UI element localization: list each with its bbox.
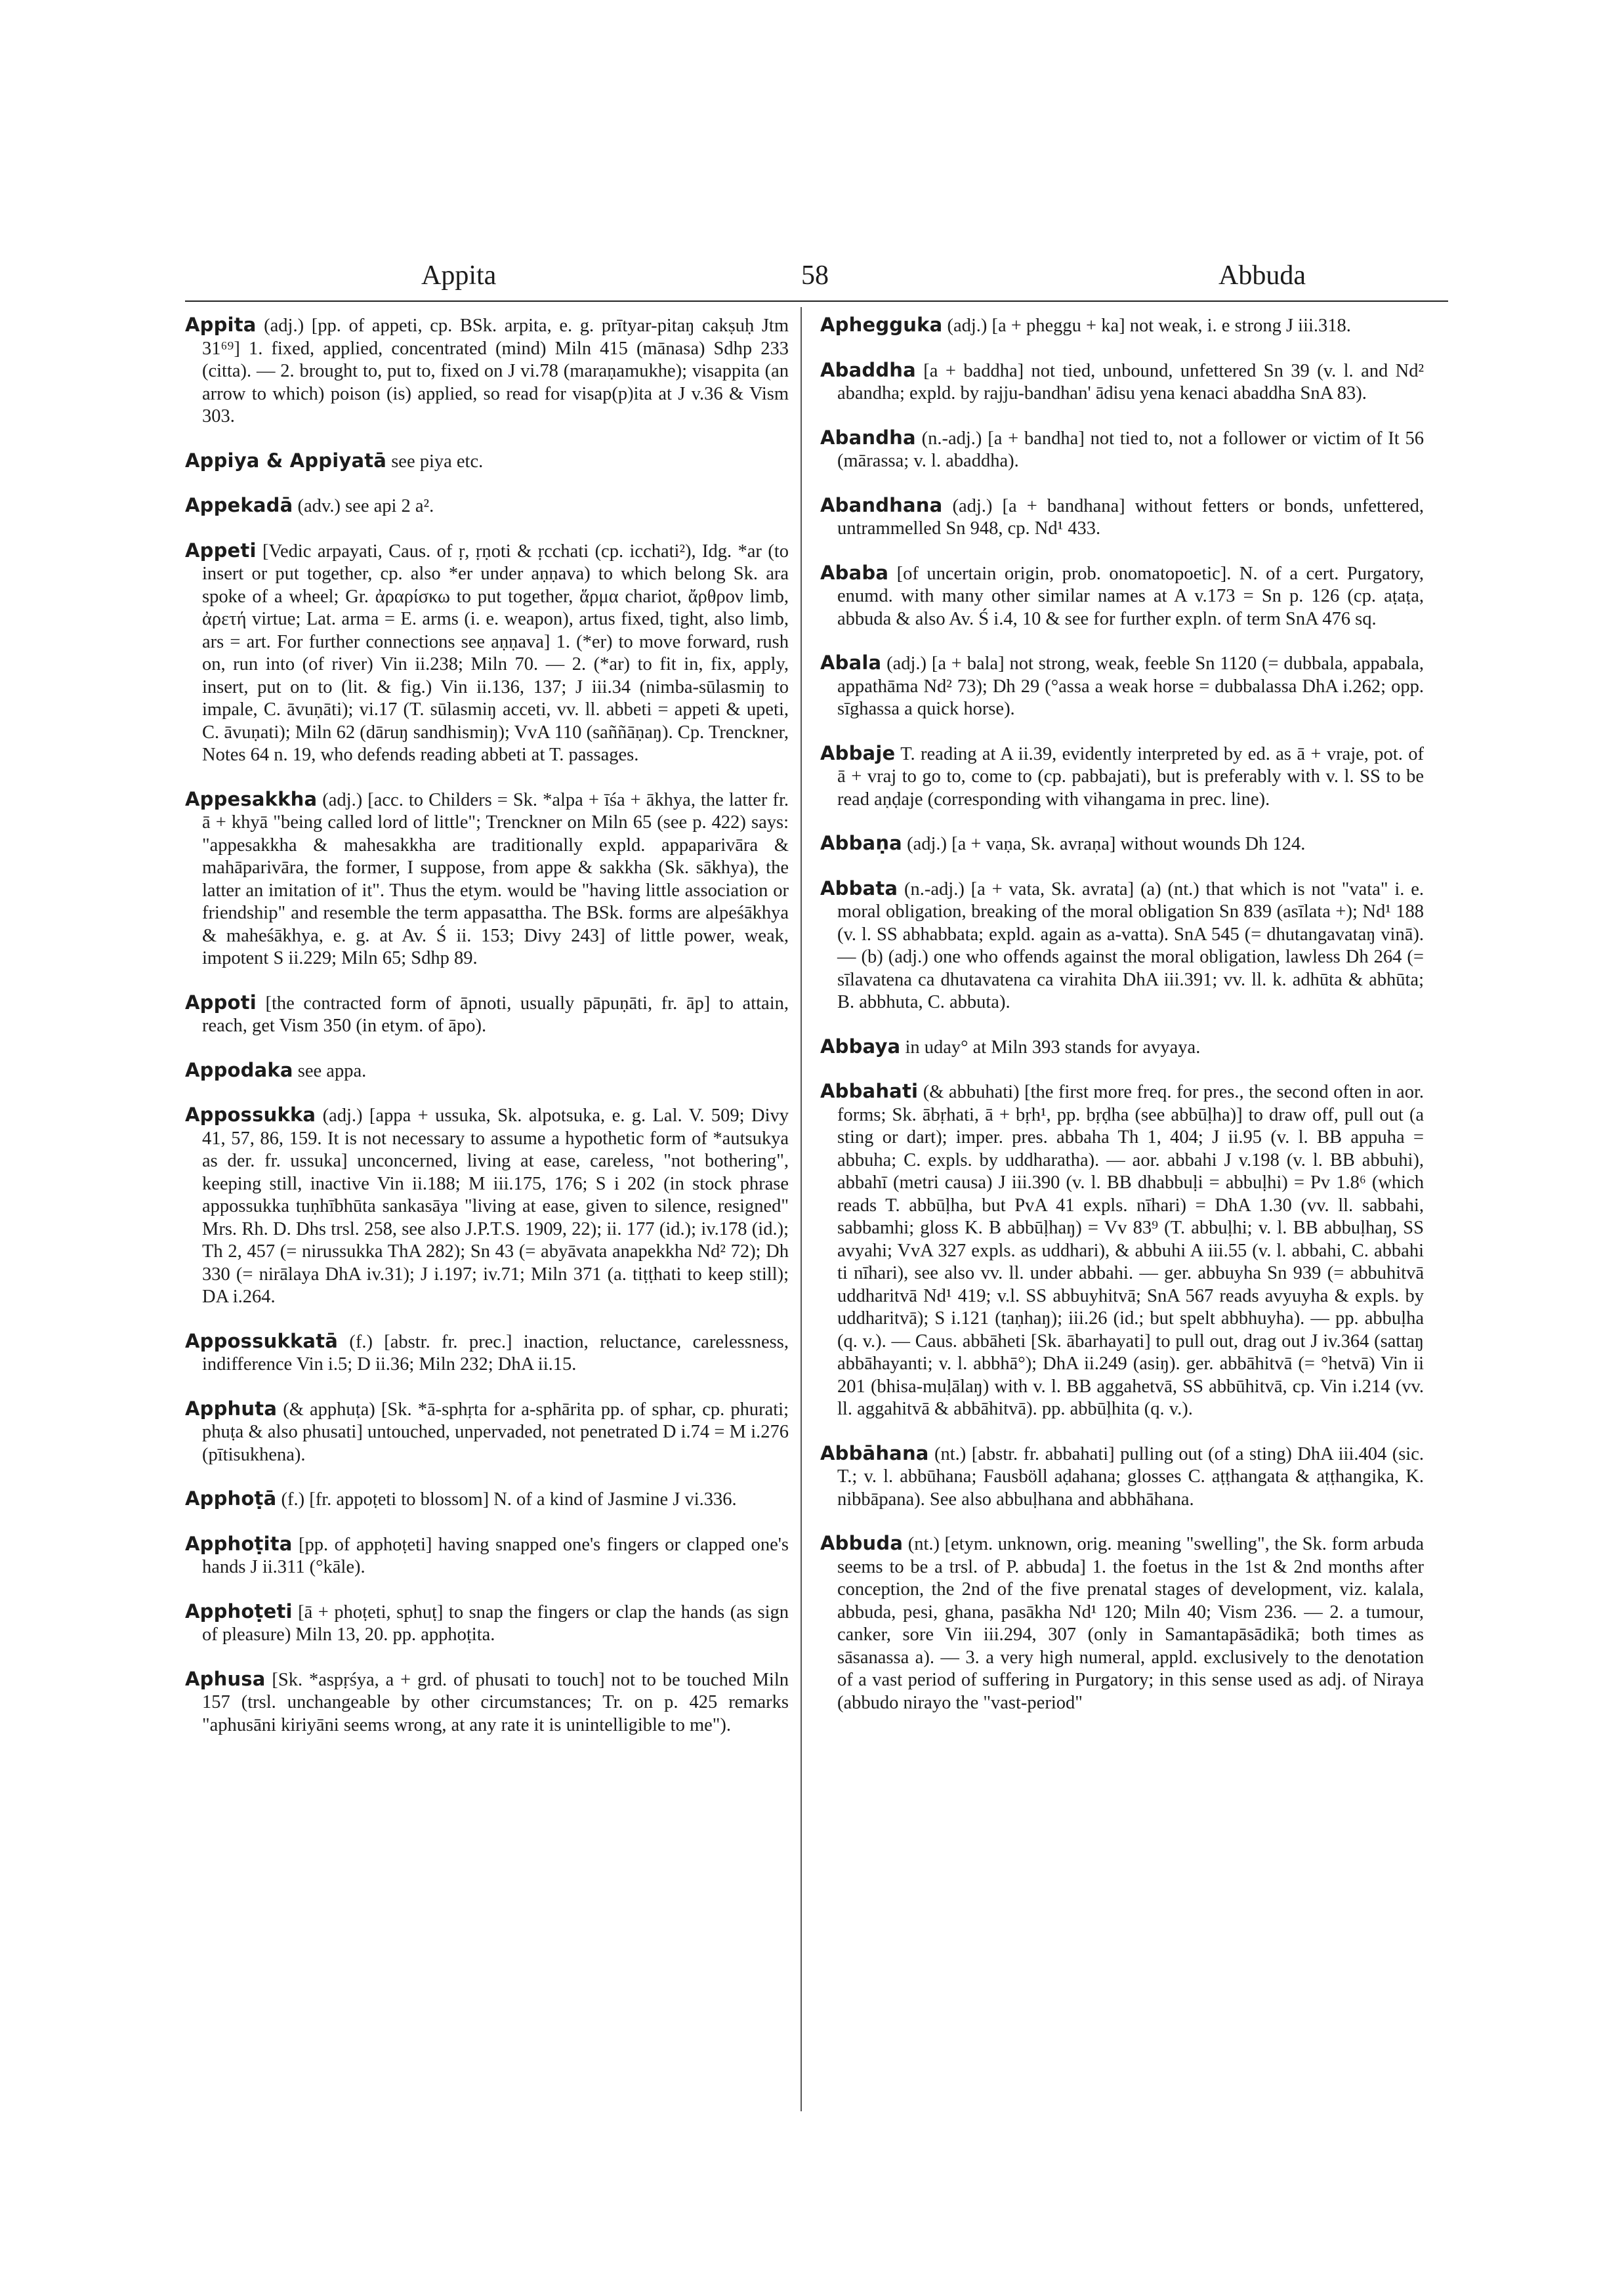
entry-definition: T. reading at A ii.39, evidently interpreted by ed. as ā + vraje, pot. of ā + vraj to go to, come to (cp. pabbajati), but is preferably with v. l. SS to be read aṇḍaje (corresponding with vihangama in prec. line). [837,743,1424,810]
entry-headword: Abbahati [820,1080,919,1102]
entry-definition: (nt.) [etym. unknown, orig. meaning "swelling", the Sk. form arbuda seems to be a trsl. of P. abbuda] 1. the foetus in the 1st & 2nd months after conception, the 2nd of the five prenatal stages of development, viz. kalala, abbuda, pesi, ghana, pasākha Nd¹ 120; Miln 40; Vism 236. — 2. a tumour, canker, sore Vin iii.294, 307 (only in Samantapāsādikā; both times as sāsanassa a). — 3. a very high numeral, appld. exclusively to the denotation of a vast period of suffering in Purgatory; in this sense used as adj. of Niraya (abbudo nirayo the "vast-period" [837,1534,1424,1713]
entry-definition: (adj.) [a + pheggu + ka] not weak, i. e strong J iii.318. [942,316,1351,336]
entry-definition: [Sk. *aspṛśya, a + grd. of phusati to touch] not to be touched Miln 157 (trsl. unchangeable by other circumstances; Tr. on p. 425 remarks "aphusāni kiriyāni seems wrong, at any rate it is unintelligible to me"). [202,1669,789,1735]
dictionary-entry [820,426,1424,473]
entry-headword: Aphegguka [820,314,943,336]
dictionary-entry [820,1532,1424,1714]
entry-definition: (& apphuṭa) [Sk. *ā-sphṛta for a-sphārita pp. of sphar, cp. phurati; phuṭa & also phusati] untouched, unpervaded, not penetrated D i.74 = M i.276 (pītisukhena). [202,1399,789,1465]
entry-definition: in uday° at Miln 393 stands for avyaya. [900,1037,1201,1058]
dictionary-entry [820,832,1424,856]
entry-definition: see piya etc. [386,451,484,472]
entry-definition: (adj.) [a + bala] not strong, weak, feeble Sn 1120 (= dubbala, appabala, appathāma Nd² 73); Dh 29 (°assa a weak horse = dubbalassa DhA i.262; opp. sīghassa a quick horse). [837,653,1424,719]
dictionary-entry [820,742,1424,812]
entry-definition: (adj.) [appa + ussuka, Sk. alpotsuka, e. g. Lal. V. 509; Divy 41, 57, 86, 159. It is not necessary to assume a hypothetic form of *autsukya as der. fr. ussuka] unconcerned, living at ease, careless, "not bothering", keeping still, inactive Vin ii.188; M iii.175, 176; S i 202 (in stock phrase appossukka tuṇhībhūta sankasāya "living at ease, given to silence, resigned" Mrs. Rh. D. Dhs trsl. 258, see also J.P.T.S. 1909, 22); ii. 177 (id.); iv.178 (id.); Th 2, 457 (= nirussukka ThA 282); Sn 43 (= abyāvata anapekkha Nd² 72); Dh 330 (= nirālaya DhA iv.31); J i.197; iv.71; Miln 371 (a. tiṭṭhati to keep still); DA i.264. [202,1106,789,1307]
dictionary-entry [820,877,1424,1014]
entry-headword: Ababa [820,561,889,584]
dictionary-entry [185,788,789,970]
header-rule [185,300,1448,302]
entry-definition: [a + baddha] not tied, unbound, unfettered Sn 39 (v. l. and Nd² abandha; expld. by rajju-bandhan' ādisu yena kenaci abaddha SnA 83). [837,360,1424,403]
entry-definition: (adj.) [a + bandhana] without fetters or bonds, unfettered, untrammelled Sn 948, cp. Nd¹ 433. [837,495,1424,539]
running-header [185,257,1445,299]
entry-headword: Apphoṭā [185,1487,277,1510]
dictionary-entry [185,494,789,518]
dictionary-entry [185,1330,789,1376]
dictionary-entry [820,494,1424,541]
dictionary-entry [185,991,789,1038]
left-column [185,314,789,1758]
entry-headword: Appeti [185,539,257,562]
entry-headword: Abbaya [820,1035,901,1058]
entry-headword: Abaddha [820,358,916,381]
entry-definition: [Vedic arpayati, Caus. of ṛ, ṛṇoti & ṛcchati (cp. icchati²), Idg. *ar (to insert or put together, cp. also *er under aṇṇava) to which belong Sk. ara spoke of a wheel; Gr. ἀραρίσκω to put together, ἅρμα chariot, ἄρθρον limb, ἀρετή virtue; Lat. arma = E. arms (i. e. weapon), artus fixed, tight, also limb, ars = art. For further connections see aṇṇava] 1. (*er) to move forward, rush on, run into (of river) Vin ii.238; Miln 70. — 2. (*ar) to fit in, fix, apply, insert, put on to (lit. & fig.) Vin ii.136, 137; J iii.34 (nimba-sūlasmiŋ to impale, C. āvuṇāti); vi.17 (T. sūlasmiŋ acceti, vv. ll. abbeti = appeti & upeti, C. āvuṇati); Miln 62 (dāruŋ sandhismiŋ); VvA 110 (saññāṇaŋ). Cp. Trenckner, Notes 64 n. 19, who defends reading abbeti at T. passages. [202,541,789,765]
dictionary-entry [820,1080,1424,1421]
entry-definition: [ā + phoṭeti, sphuṭ] to snap the fingers or clap the hands (as sign of pleasure) Miln 13, 20. pp. apphoṭita. [202,1602,789,1645]
dictionary-entry [820,1442,1424,1512]
entry-headword: Appossukka [185,1104,316,1126]
dictionary-entry [185,449,789,474]
entry-definition: (n.-adj.) [a + vata, Sk. avrata] (a) (nt.) that which is not "vata" i. e. moral obligation, breaking of the moral obligation Sn 839 (asīlata +); Nd¹ 188 (v. l. SS abhabbata; expld. again as a-vatta). SnA 545 (= dhutangavataŋ vinā). — (b) (adj.) one who offends against the moral obligation, lawless Dh 264 (= sīlavatena ca dhutavatena ca virahita DhA iii.391; vv. ll. k. adhūta & abhūta; B. abbhuta, C. abbuta). [837,879,1424,1012]
entry-headword: Apphoṭita [185,1532,293,1555]
entry-definition: (adj.) [pp. of appeti, cp. BSk. arpita, e. g. prītyar-pitaŋ cakṣuḥ Jtm 31⁶⁹] 1. fixed, applied, concentrated (mind) Miln 415 (mānasa) Sdhp 233 (citta). — 2. brought to, put to, fixed on J vi.78 (maraṇamukhe); visappita (an arrow to which) poison (is) applied, so read for visap(p)ita at J v.36 & Vism 303. [202,316,789,426]
entry-definition: (nt.) [abstr. fr. abbahati] pulling out (of a sting) DhA iii.404 (sic. T.; v. l. abbūhana; Fausböll aḍahana; glosses C. aṭṭhangata & aṭṭhangika, K. nibbāpana). See also abbuḷhana and abbhāhana. [837,1443,1424,1510]
dictionary-entry [820,359,1424,405]
dictionary-entry [820,1035,1424,1060]
entry-definition: see appa. [293,1060,367,1081]
dictionary-entry [185,539,789,767]
dictionary-entry [185,1059,789,1083]
entry-definition: (adj.) [acc. to Childers = Sk. *alpa + īśa + ākhya, the latter fr. ā + khyā "being called lord of little"; Trenckner on Miln 65 (see p. 422) says: "appesakkha & mahesakkha are traditionally expld. appaparivāra & mahāparivāra, the former, I suppose, from appe & sakkha (Sk. sākhya), the latter an imitation of it". Thus the etym. would be "having little association or friendship" and resemble the term appasattha. The BSk. forms are alpeśākhya & maheśākhya, e. g. at Av. Ś ii. 153; Divy 243] of little power, weak, impotent S ii.229; Miln 65; Sdhp 89. [202,789,789,968]
entry-headword: Apphuta [185,1397,278,1420]
header-right-word: Abbuda [1218,260,1306,291]
dictionary-entry [820,562,1424,631]
entry-definition: [the contracted form of āpnoti, usually pāpuṇāti, fr. āp] to attain, reach, get Vism 350 (in etym. of āpo). [202,993,789,1036]
entry-headword: Appekadā [185,494,293,516]
entry-definition: (adj.) [a + vaṇa, Sk. avraṇa] without wounds Dh 124. [902,834,1306,854]
entry-definition: (n.-adj.) [a + bandha] not tied to, not a follower or victim of It 56 (mārassa; v. l. abaddha). [837,428,1424,471]
dictionary-entry [185,1600,789,1647]
entry-headword: Appossukkatā [185,1329,339,1352]
entry-definition: (f.) [fr. appoṭeti to blossom] N. of a kind of Jasmine J vi.336. [276,1489,737,1510]
entry-definition: [of uncertain origin, prob. onomatopoetic]. N. of a cert. Purgatory, enumd. with many other similar names at A v.173 = Sn p. 126 (cp. aṭaṭa, abbuda & also Av. Ś i.4, 10 & see for further expln. of term SnA 476 sq. [837,563,1424,629]
dictionary-entry [185,1397,789,1467]
entry-headword: Aphusa [185,1667,266,1690]
entry-headword: Appoti [185,991,257,1014]
entry-headword: Abandhana [820,493,943,516]
entry-headword: Appiya & Appiyatā [185,449,387,472]
entry-headword: Appesakkha [185,787,318,810]
entry-definition: (& abbuhati) [the first more freq. for pres., the second often in aor. forms; Sk. ābṛhati, ā + bṛh¹, pp. bṛḍha (see abbūḷha)] to draw off, pull out (a sting or dart); imper. pres. abbaha Th 1, 404; J ii.95 (v. l. BB appuha = abbuha; C. expls. by uddharatha). — aor. abbahi J v.198 (v. l. BB abbuhi), abbahī (metri causa) J iii.390 (v. l. BB dhabbuḷi = abbuḷhi) = Pv 1.8⁶ (which reads T. abbūḷha, but PvA 41 expls. nīhari) = DhA 1.30 (vv. ll. sabbahi, sabbamhi; gloss K. B abbūḷhaŋ) = Vv 83⁹ (T. abbuḷhi; v. l. BB abbuḷhaŋ, SS avyahi; VvA 327 expls. as uddhari), & abbuhi A iii.55 (v. l. abbahi, C. abbahi ti nīhari), see also vv. ll. under abbahi. — ger. abbuyha Sn 939 (= abbuhitvā uddharitvā Nd¹ 419; v.l. SS abbuyhitvā; SnA 567 reads avyuyha & expls. by uddharitvā); S i.121 (taṇhaŋ); iii.26 (id.; but spelt abbhuyha). — pp. abbuḷha (q. v.). — Caus. abbāheti [Sk. ābarhayati] to pull out, drag out J iv.364 (sattaŋ abbāhayanti; v. l. abbhā°); DhA ii.249 (asiŋ). ger. abbāhitvā (= °hetvā) Vin ii 201 (bhisa-muḷālaŋ) with v. l. BB aggahetvā, SS abbūhitvā, cp. Vin i.214 (vv. ll. aggahitvā & abbāhitvā). pp. abbūḷhita (q. v.). [837,1082,1424,1419]
dictionary-entry [185,1487,789,1512]
entry-headword: Abala [820,651,882,674]
entry-headword: Appodaka [185,1058,293,1081]
dictionary-entry [820,651,1424,721]
entry-definition: [pp. of apphoṭeti] having snapped one's fingers or clapped one's hands J ii.311 (°kāle). [202,1534,789,1577]
column-divider [801,307,802,2111]
entry-headword: Abandha [820,426,916,449]
entry-definition: (adv.) see api 2 a². [293,496,434,516]
dictionary-entry [185,1668,789,1737]
entry-headword: Abbaje [820,741,896,764]
entry-headword: Abbata [820,877,898,899]
entry-headword: Appita [185,314,257,336]
entry-headword: Abbuda [820,1532,904,1554]
entry-definition: (f.) [abstr. fr. prec.] inaction, reluctance, carelessness, indifference Vin i.5; D ii.36; Miln 232; DhA ii.15. [202,1331,789,1375]
dictionary-entry [185,1104,789,1309]
page-number: 58 [801,260,829,291]
dictionary-entry [820,314,1424,338]
header-left-word: Appita [421,260,497,291]
entry-headword: Apphoṭeti [185,1600,293,1623]
dictionary-entry [185,1533,789,1579]
entry-headword: Abbaṇa [820,832,902,854]
right-column [820,314,1424,1735]
dictionary-entry [185,314,789,428]
entry-headword: Abbāhana [820,1441,929,1464]
